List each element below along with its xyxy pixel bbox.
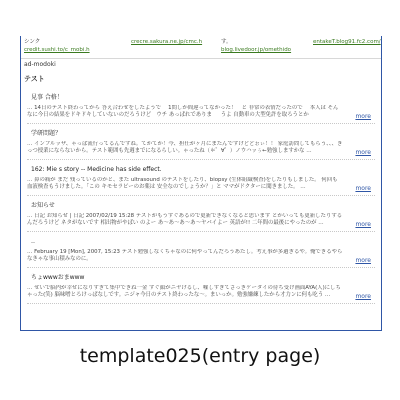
entry-item: [27, 232, 375, 268]
entry-title[interactable]: 学研問題？: [31, 130, 62, 137]
more-link[interactable]: more: [355, 221, 371, 228]
header-link-2[interactable]: crecre.sakura.ne.jp/cmc.h: [131, 39, 203, 45]
entry-title[interactable]: お知らせ: [31, 202, 55, 209]
entry-title[interactable]: ‥: [31, 238, 36, 245]
more-link[interactable]: more: [355, 257, 371, 264]
entry-body: … 鼻の痛が まだ 残っているのかと、また ultrasound のテストをしたり、biopsy (生体組織検査)をしたりもしました。 何回も 血液検査もうけました。「この キモセラピーのお薬は 安全なのでしょうか？」と ママがドクターに聞きました。 …: [27, 177, 338, 190]
entry-item: [27, 124, 375, 160]
entry-body: … 日記 お知らせ | 日記 2007/02/19 15:28 テストがもうすぐあるので更新できなくなると思います とかいっても更新したりするんだろうけど ネタがないです 相出物がやばい のよー あ〜あ〜あ〜あ〜ヤバイよー 英語が!! 二年間の最後にやったのが …: [27, 213, 343, 226]
entry-body: … February 19 [Mon], 2007, 15:23 テスト勉強しなくちゃなのに何やってんだろうあたし。考え事が多過ぎるや。俺できるやらなきゃな事山積みなのに。: [27, 249, 343, 262]
more-link[interactable]: more: [355, 113, 371, 120]
entry-page-frame: [20, 36, 382, 331]
header-link-1[interactable]: credit.sushi.to/c_mobi.h: [24, 47, 90, 53]
entry-item: [27, 196, 375, 232]
header-links-bar: [21, 36, 381, 59]
entry-item: [27, 268, 375, 304]
entry-body: … 14日のテスト終わってから 答え合わせをしたようで 1問しか間違ってなかった！ と 非常の表情だったので 本人は そんなに今日の結果をドキドキしていないのだろうけど ウチ あっぱれでありま うよ 自動車の大型免許を取ろうとか: [27, 105, 339, 118]
header-link-4[interactable]: blog.livedoor.jp/omethido: [221, 47, 292, 53]
more-link[interactable]: more: [355, 293, 371, 300]
user-name: ad-modoki: [24, 61, 56, 68]
header-link-5[interactable]: entakeT.blog91.fc2.com/: [313, 39, 381, 45]
header-link-label: シンク: [24, 39, 41, 45]
section-title: テスト: [24, 75, 45, 83]
more-link[interactable]: more: [355, 185, 371, 192]
entry-title[interactable]: 162: Mie s story -- Medicine has side effect.: [31, 166, 162, 173]
entry-item: [27, 160, 375, 196]
entry-body: … インフルッザ、ゃっぱ流行ってるんですね。てかてか！今、担任がヶ月にまたんですけどどぉぃ！！ 家庭訪問してもらう、、、きっつ授業にならないから。テスト範囲も先週までになるらしい。ゃったね（＊゜∀゜）ノウハッぅ←勉強しますかな …: [27, 141, 343, 154]
entry-item: [27, 88, 375, 124]
entry-body: … せいで脳内が幸せになりすぎて集中できね一金 すぐ顔がニヤけるし、嘘しすぎてさっきケータイの待ち受け画面AYA(人)にしちゃった(笑) 脳味噌とろけっぱなしです。ニジャ今日のテスト終わったな〜。まいっか。勉強嫌練したから才力ンに何も吃う …: [27, 285, 341, 298]
entry-title[interactable]: ちょwwwおまwww: [31, 274, 85, 281]
template-caption: template025(entry page): [79, 345, 321, 367]
more-link[interactable]: more: [355, 149, 371, 156]
entry-title[interactable]: 見事 合格！: [31, 94, 63, 101]
header-text-su: す。: [221, 39, 232, 45]
